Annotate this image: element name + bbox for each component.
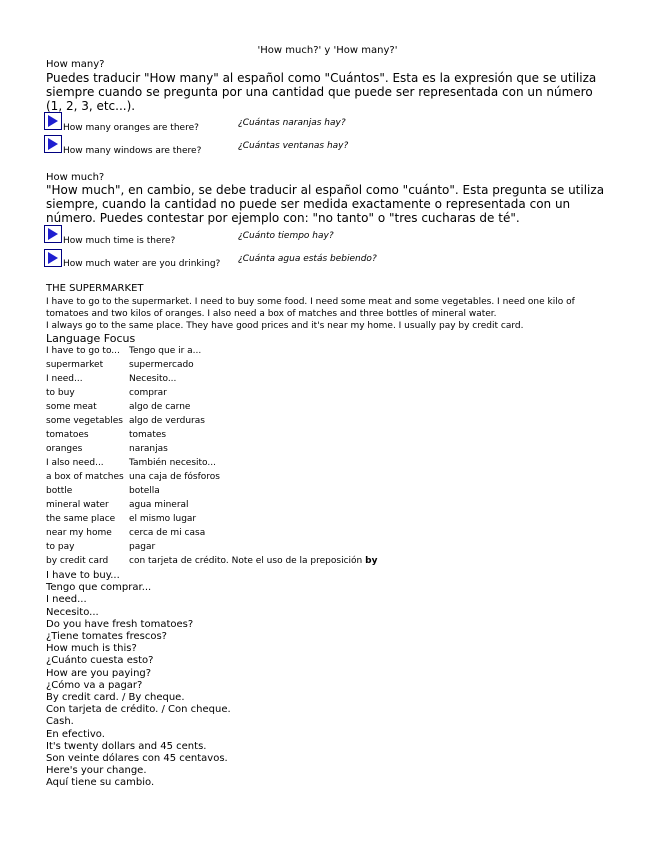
vocab-english: by credit card: [46, 556, 109, 566]
phrase-line: I have to buy...: [46, 570, 120, 581]
phrase-line: ¿Tiene tomates frescos?: [46, 631, 167, 642]
example-en: How much water are you drinking?: [63, 259, 221, 269]
phrase-line: I need...: [46, 594, 87, 606]
vocab-spanish: [129, 472, 220, 482]
vocab-spanish: [129, 416, 205, 426]
vocab-spanish: [129, 542, 155, 552]
vocab-english: supermarket: [46, 360, 104, 370]
vocab-spanish-text: una caja de fósforos: [129, 472, 220, 482]
page-title: 'How much?' y 'How many?': [257, 45, 398, 56]
vocab-english: the same place: [46, 514, 116, 524]
vocab-spanish: [129, 388, 167, 398]
vocab-spanish: [129, 514, 196, 524]
vocab-spanish-text: tomates: [129, 430, 167, 440]
phrase-line: ¿Cómo va a pagar?: [46, 679, 143, 691]
play-audio-icon[interactable]: [44, 135, 62, 153]
vocab-spanish: [129, 528, 205, 538]
vocab-spanish-text: comprar: [129, 388, 167, 398]
example-es: ¿Cuántas ventanas hay?: [238, 141, 349, 151]
vocab-spanish-text: botella: [129, 486, 160, 496]
phrase-line: Aquí tiene su cambio.: [46, 777, 155, 789]
how-much-heading: How much?: [46, 172, 105, 183]
vocab-spanish: [129, 556, 377, 566]
phrase-line: Do you have fresh tomatoes?: [46, 618, 194, 630]
vocab-spanish-text: pagar: [129, 542, 156, 552]
phrase-line: Here's your change.: [46, 765, 147, 777]
phrase-line: Cash.: [46, 716, 74, 728]
vocab-english: some vegetables: [46, 416, 123, 426]
vocab-spanish-text: algo de carne: [129, 402, 191, 412]
phrase-line: Necesito...: [46, 606, 99, 618]
vocab-spanish: [129, 360, 194, 370]
phrase-line: Son veinte dólares con 45 centavos.: [46, 753, 228, 764]
phrase-line: Con tarjeta de crédito. / Con cheque.: [46, 704, 231, 716]
example-es: ¿Cuánta agua estás bebiendo?: [238, 254, 377, 264]
example-en: How many windows are there?: [63, 146, 202, 156]
example-en: How much time is there?: [63, 236, 176, 246]
vocab-english: mineral water: [46, 500, 109, 510]
vocab-spanish-text: supermercado: [129, 360, 194, 370]
vocab-spanish: [129, 374, 176, 384]
how-many-explanation: Puedes traducir "How many" al español como "Cuántos". Esta es la expresión que se utiliza siempre cuando se pregunta por una cantidad que puede ser representada con un número (1, 2, 3, etc...).: [46, 71, 597, 113]
vocab-english: oranges: [46, 444, 83, 454]
vocab-english: to buy: [46, 388, 75, 398]
vocab-spanish: [129, 402, 190, 412]
vocab-spanish-text: con tarjeta de crédito. Note el uso de la preposición: [129, 556, 363, 566]
vocab-spanish-text: Tengo que ir a...: [129, 346, 202, 356]
play-audio-icon[interactable]: [44, 112, 62, 130]
play-audio-icon[interactable]: [44, 249, 62, 267]
phrase-line: Tengo que comprar...: [46, 582, 152, 594]
example-es: ¿Cuántas naranjas hay?: [238, 118, 346, 128]
supermarket-paragraph: I have to go to the supermarket. I need to buy some food. I need some meat and some vegetables. I need one kilo of tomatoes and two kilos of oranges. I also need a box of matches and three bottles of mineral water.: [46, 297, 575, 319]
vocab-spanish-text: Necesito...: [129, 374, 177, 384]
how-many-heading: How many?: [46, 59, 105, 70]
phrase-line: How much is this?: [46, 643, 137, 655]
vocab-spanish-text: agua mineral: [129, 500, 189, 510]
language-focus-heading: Language Focus: [46, 332, 136, 345]
phrase-line: By credit card. / By cheque.: [46, 692, 185, 703]
vocab-english: tomatoes: [46, 430, 89, 440]
vocab-english: to pay: [46, 542, 75, 552]
example-es: ¿Cuánto tiempo hay?: [238, 231, 334, 241]
play-audio-icon[interactable]: [44, 225, 62, 243]
vocab-spanish-text: cerca de mi casa: [129, 528, 206, 538]
supermarket-heading: THE SUPERMARKET: [46, 283, 144, 294]
vocab-spanish-text: el mismo lugar: [129, 514, 197, 524]
vocab-spanish: [129, 444, 168, 454]
vocab-emphasis: by: [365, 556, 378, 566]
vocab-spanish: [129, 500, 189, 510]
phrase-line: It's twenty dollars and 45 cents.: [46, 740, 207, 752]
vocab-spanish-text: algo de verduras: [129, 416, 205, 426]
vocab-spanish-text: También necesito...: [129, 458, 216, 468]
vocab-english: near my home: [46, 528, 112, 538]
phrase-line: ¿Cuánto cuesta esto?: [46, 655, 154, 667]
vocab-english: bottle: [46, 486, 73, 496]
vocab-spanish: [129, 346, 201, 356]
phrase-line: How are you paying?: [46, 667, 152, 679]
vocab-english: I also need...: [46, 458, 104, 468]
vocab-spanish: [129, 430, 166, 440]
vocab-spanish: [129, 486, 160, 496]
vocab-english: I have to go to...: [46, 346, 120, 356]
vocab-spanish-text: naranjas: [129, 444, 168, 454]
supermarket-paragraph: I always go to the same place. They have good prices and it's near my home. I usually pay by credit card.: [46, 321, 524, 331]
vocab-english: a box of matches: [46, 472, 124, 482]
vocab-english: some meat: [46, 402, 97, 412]
vocab-english: I need...: [46, 374, 83, 384]
example-en: How many oranges are there?: [63, 123, 199, 133]
vocab-spanish: [129, 458, 216, 468]
how-much-explanation: "How much", en cambio, se debe traducir al español como "cuánto". Esta pregunta se utiliza siempre, cuando la cantidad no puede ser medida exactamente o representada con un número. Puedes contestar por ejemplo con: "no tanto" o "tres cucharas de té".: [46, 183, 605, 225]
phrase-line: En efectivo.: [46, 728, 105, 740]
